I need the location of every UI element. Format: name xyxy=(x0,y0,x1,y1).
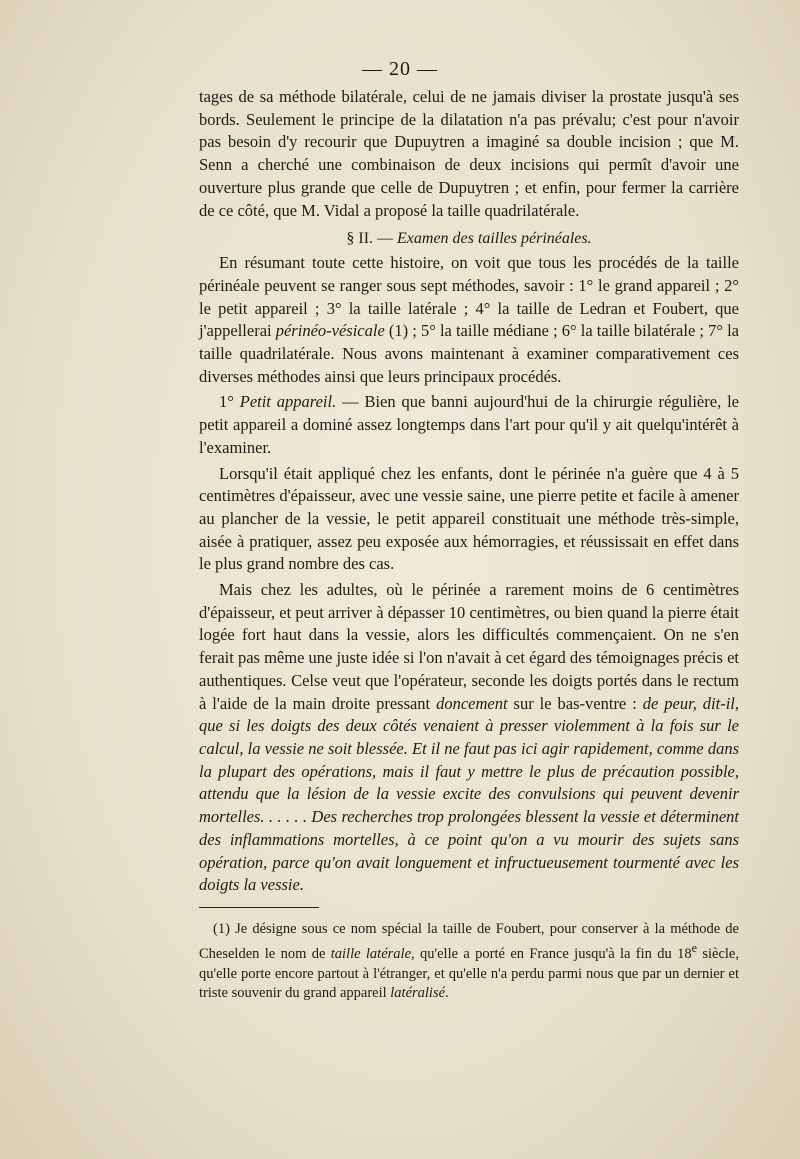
page-number: — 20 — xyxy=(362,58,438,80)
page-body xyxy=(199,86,739,1004)
footnote-mid2: siècle, qu'elle porte encore partout à l'étranger, et qu'elle n'a perdu parmi nous que par un dernier et triste souvenir du grand appareil xyxy=(199,946,739,1002)
footnote-text xyxy=(199,920,739,1004)
section-heading xyxy=(199,228,739,250)
paragraph-summary xyxy=(199,252,739,388)
summary-text-end: (1) ; 5° la taille médiane ; 6° la taille bilatérale ; 7° la taille quadrilatérale. Nous avons maintenant à examiner comparativement ces diverses méthodes ainsi que leurs principaux procédés. xyxy=(199,321,740,386)
footnote-emphasis: taille latérale xyxy=(330,946,412,963)
footnote-end: . xyxy=(445,985,449,1002)
section-title: Examen des tailles périnéales. xyxy=(397,230,592,248)
adultes-text: Mais chez les adultes, où le périnée a rarement moins de 6 centimètres d'épaisseur, et peut arriver à dépasser 10 centimètres, ou bien quand la pierre était logée fort haut dans la vessie, alors les difficultés commençaient. On ne s'en ferait pas même une juste idée si l'on n'avait à cet égard des témoignages précis et authentiques. Celse veut que l'opérateur, seconde les doigts portés dans le rectum à l'aide de la main droite pressant xyxy=(199,580,739,713)
adultes-text-mid: sur le bas-ventre : xyxy=(507,693,643,713)
paragraph-enfants: Lorsqu'il était appliqué chez les enfants, dont le périnée n'a guère que 4 à 5 centimètres d'épaisseur, avec une vessie saine, une pierre petite et facile à amener au plancher de la vessie, le petit appareil constituait une méthode très-simple, aisée à pratiquer, assez peu exposée aux hémorragies, et réussissait en effet dans le plus grand nombre des cas. xyxy=(199,463,739,574)
footnote-emphasis-2: latéralisé xyxy=(390,985,446,1002)
footnote-superscript: e xyxy=(691,941,697,956)
petit-appareil-text: — Bien que banni aujourd'hui de la chirurgie régulière, le petit appareil a dominé assez longtemps dans l'art pour qu'il y ait quelqu'intérêt à l'examiner. xyxy=(199,392,739,457)
footnote-divider xyxy=(199,907,319,908)
adultes-celse-quote: de peur, dit-il, que si les doigts des deux côtés venaient à presser violemment à la fois sur le calcul, la vessie ne soit blessée. Et il ne faut pas ici agir rapidement, comme dans la plupart des opérations, mais il faut y mettre le plus de précaution possible, attendu que la lésion de la vessie excite des convulsions qui peuvent devenir mortelles. . . . . . Des recherches trop prolongées blessent la vessie et déterminent des inflammations mortelles, à ce point qu'on a vu mourir des sujets sans opération, parce qu'on avait longuement et infructueusement tourmenté avec les doigts la vessie. xyxy=(199,693,740,895)
footnote xyxy=(199,920,739,1004)
petit-appareil-number: 1° xyxy=(219,392,240,412)
adultes-emphasis-1: doncement xyxy=(436,693,508,713)
paragraph-continuation: tages de sa méthode bilatérale, celui de ne jamais diviser la prostate jusqu'à ses bords. Seulement le principe de la dilatation n'a pas prévalu; c'est pour n'avoir pas besoin d'y recourir que Dupuytren a imaginé sa double incision ; que M. Senn a cherché une combinaison de deux incisions qui permît d'avoir une ouverture plus grande que celle de Dupuytren ; et enfin, pour fermer la carrière de ce côté, que M. Vidal a proposé la taille quadrilatérale. xyxy=(199,87,739,220)
summary-emphasis: périnéo-vésicale xyxy=(275,321,385,341)
summary-text-start: En résumant toute cette histoire, on voit que tous les procédés de la taille périnéale peuvent se ranger sous sept méthodes, savoir : 1° le grand appareil ; 2° le petit appareil ; 3° la taille latérale ; 4° la taille de Ledran et Foubert, que j'appellerai xyxy=(199,253,739,341)
paragraph-adultes xyxy=(199,579,739,897)
section-number: § II. — xyxy=(346,230,394,248)
petit-appareil-title: Petit appareil. xyxy=(239,392,337,412)
paragraph-petit-appareil xyxy=(199,391,739,459)
footnote-start: (1) Je désigne sous ce nom spécial la taille de Foubert, pour conserver à la méthode de Cheselden le nom de xyxy=(199,920,739,963)
footnote-mid: , qu'elle a porté en France jusqu'à la fin du 18 xyxy=(411,946,692,963)
